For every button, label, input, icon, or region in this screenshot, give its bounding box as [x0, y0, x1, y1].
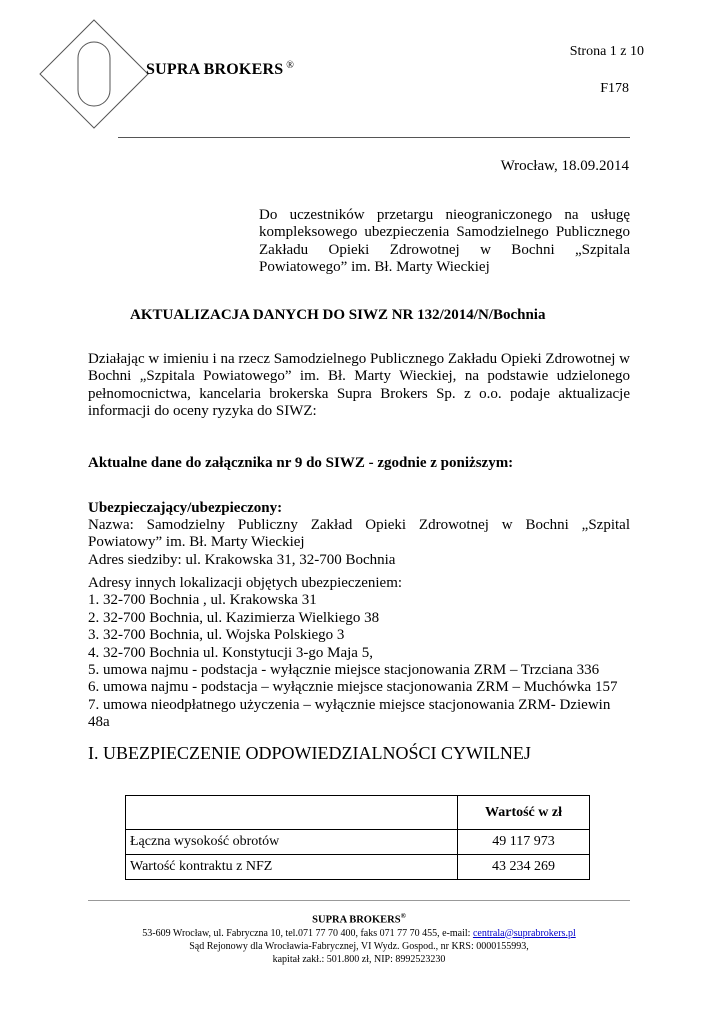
- registered-mark: ®: [286, 60, 295, 71]
- location-item: 5. umowa najmu - podstacja - wyłącznie miejsce stacjonowania ZRM – Trzciana 336: [88, 662, 600, 679]
- locations-intro: Adresy innych lokalizacji objętych ubezpieczeniem:: [88, 575, 403, 591]
- section-title: I. UBEZPIECZENIE ODPOWIEDZIALNOŚCI CYWILNEJ: [88, 743, 531, 763]
- footer: [88, 910, 630, 966]
- document-title: AKTUALIZACJA DANYCH DO SIWZ NR 132/2014/N/Bochnia: [130, 307, 546, 323]
- supra-brokers-logo: [36, 16, 152, 132]
- location-item: 7. umowa nieodpłatnego użyczenia – wyłącznie miejsce stacjonowania ZRM- Dziewin 48a: [88, 696, 611, 731]
- table-header-value: Wartość w zł: [458, 796, 590, 830]
- row-value: 43 234 269: [458, 855, 590, 880]
- seat-address: Adres siedziby: ul. Krakowska 31, 32-700 Bochnia: [88, 552, 396, 568]
- brand-name: SUPRA BROKERS ®: [146, 60, 295, 78]
- page-number: Strona 1 z 10: [569, 44, 644, 59]
- location-item: 3. 32-700 Bochnia, ul. Wojska Polskiego 3: [88, 627, 345, 644]
- row-label: Łączna wysokość obrotów: [126, 830, 458, 855]
- table-header-empty: [126, 796, 458, 830]
- footer-divider: [88, 900, 630, 901]
- form-code: F178: [600, 81, 629, 96]
- insured-label: Ubezpieczający/ubezpieczony:: [88, 500, 283, 516]
- date-line: Wrocław, 18.09.2014: [500, 158, 629, 174]
- locations-list: [88, 575, 630, 732]
- header-divider: [118, 137, 630, 138]
- location-item: 1. 32-700 Bochnia , ul. Krakowska 31: [88, 592, 317, 609]
- insured-name: Nazwa: Samodzielny Publiczny Zakład Opieki Zdrowotnej w Bochni „Szpital Powiatowy” im. Bł. Marty Wieckiej: [88, 517, 630, 551]
- intro-paragraph: Działając w imieniu i na rzecz Samodzielnego Publicznego Zakładu Opieki Zdrowotnej w Bochni „Szpitala Powiatowego” im. Bł. Marty Wieckiej, na podstawie udzielonego pełnomocnictwa, kancelaria brokerska Supra Brokers Sp. z o.o. podaje aktualizacje informacji do oceny ryzyka do SIWZ:: [88, 351, 630, 420]
- location-item: 6. umowa najmu - podstacja – wyłącznie miejsce stacjonowania ZRM – Muchówka 157: [88, 679, 618, 696]
- table-row: [126, 830, 590, 855]
- location-item: 4. 32-700 Bochnia ul. Konstytucji 3-go Maja 5,: [88, 644, 373, 661]
- row-value: 49 117 973: [458, 830, 590, 855]
- row-label: Wartość kontraktu z NFZ: [126, 855, 458, 880]
- location-item: 2. 32-700 Bochnia, ul. Kazimierza Wielkiego 38: [88, 609, 380, 626]
- footer-email-link[interactable]: centrala@suprabrokers.pl: [472, 927, 576, 939]
- footer-capital: kapitał zakł.: 501.800 zł, NIP: 8992523230: [272, 953, 446, 965]
- footer-court: Sąd Rejonowy dla Wrocławia-Fabrycznej, VI Wydz. Gospod., nr KRS: 0000155993,: [189, 940, 529, 952]
- footer-address: 53-609 Wrocław, ul. Fabryczna 10, tel.071 77 70 400, faks 071 77 70 455, e-mail: centrala@suprabrokers.pl: [142, 927, 576, 939]
- table-header-row: [126, 796, 590, 830]
- footer-brand: SUPRA BROKERS®: [312, 912, 406, 926]
- liability-table: [125, 795, 590, 880]
- table-row: [126, 855, 590, 880]
- addressee-block: Do uczestników przetargu nieograniczonego na usługę kompleksowego ubezpieczenia Samodzielnego Publicznego Zakładu Opieki Zdrowotnej w Bochni „Szpitala Powiatowego” im. Bł. Marty Wieckiej: [259, 207, 630, 276]
- annex-subheading: Aktualne dane do załącznika nr 9 do SIWZ - zgodnie z poniższym:: [88, 455, 514, 471]
- footer-registered-mark: ®: [400, 912, 406, 920]
